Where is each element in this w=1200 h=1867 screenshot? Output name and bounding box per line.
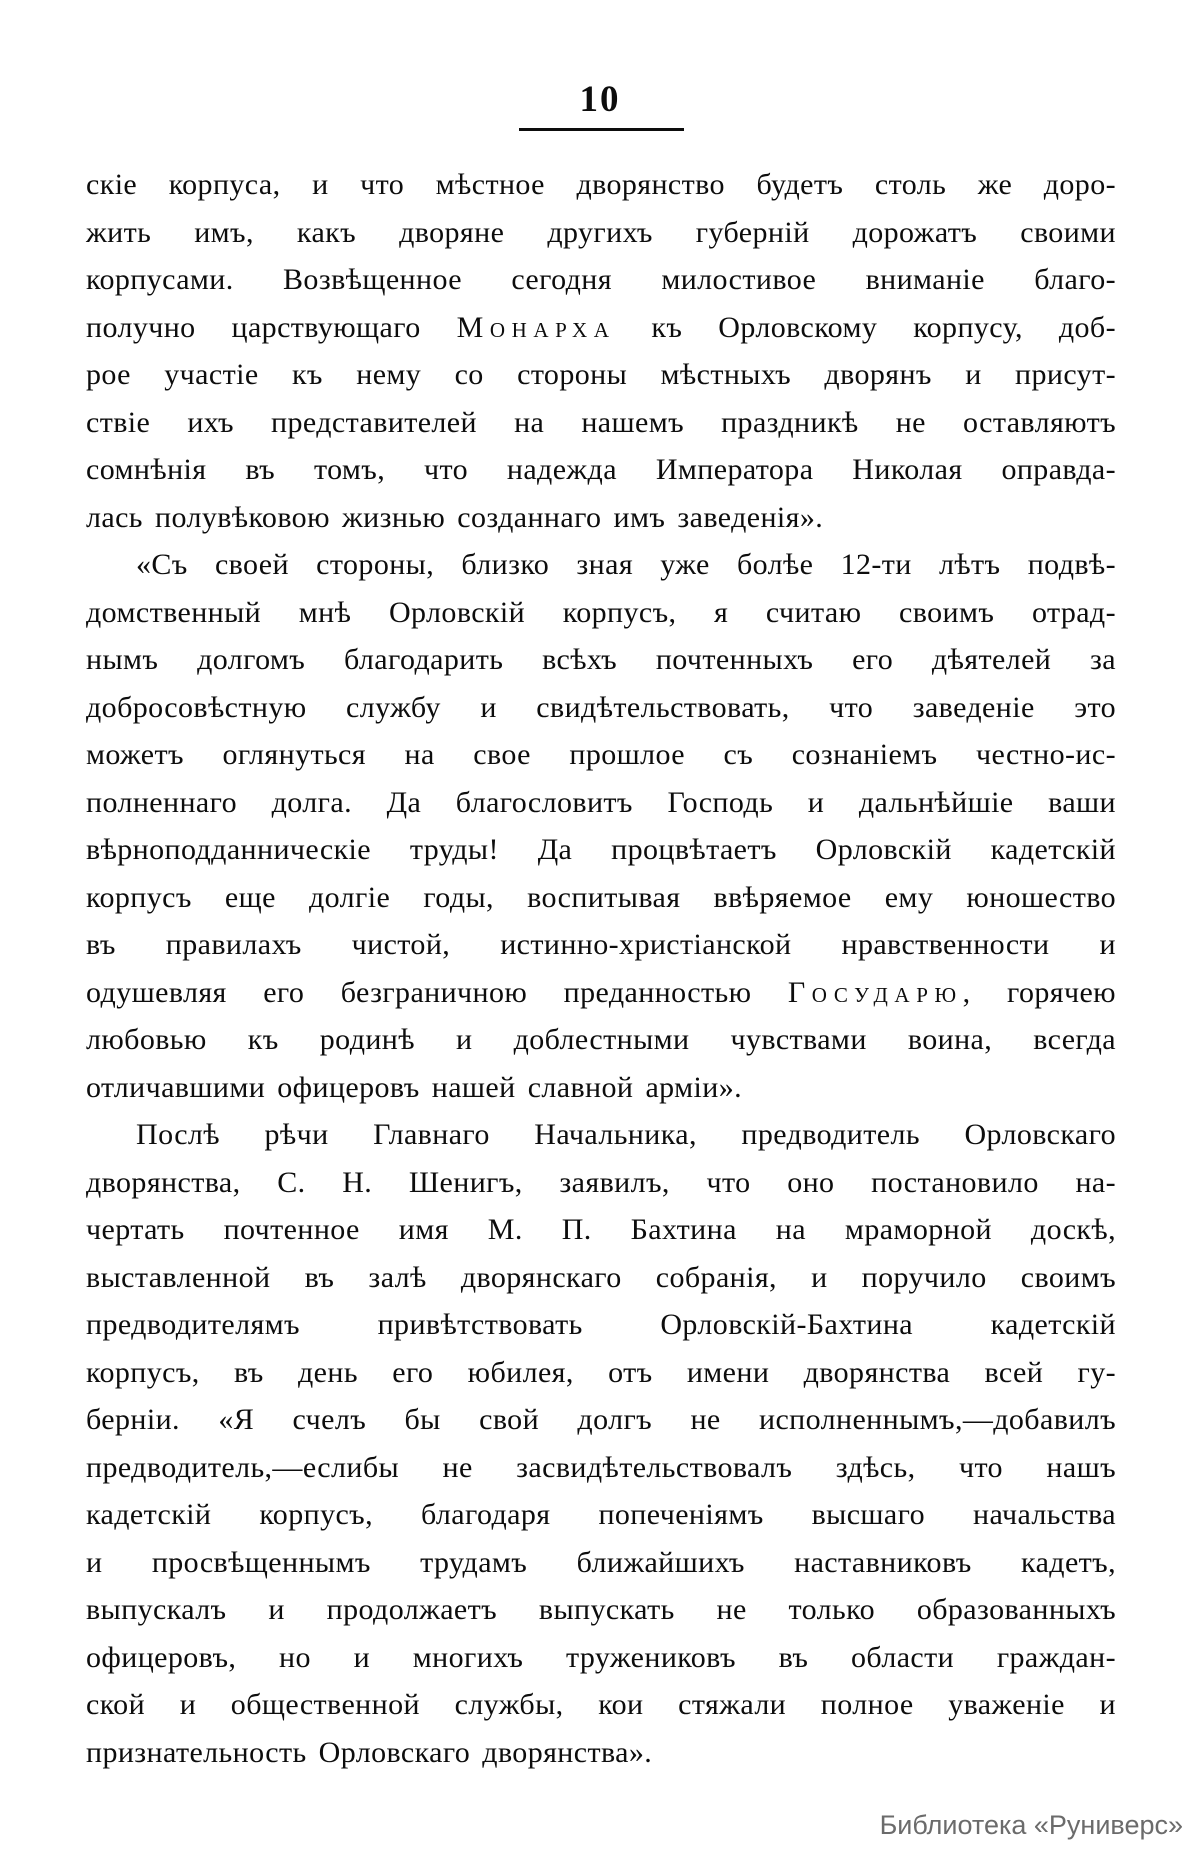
text-line: корпусами. Возвѣщенное сегодня милостивое вниманіе благо- — [86, 263, 1116, 296]
emphasized-word: Монарха — [456, 310, 616, 344]
text-line: лась полувѣковою жизнью созданнаго имъ заведенія». — [86, 500, 824, 534]
text-line: и просвѣщеннымъ трудамъ ближайшихъ наставниковъ кадетъ, — [86, 1545, 1116, 1579]
text-line: рое участіе къ нему со стороны мѣстныхъ дворянъ и присут- — [86, 358, 1116, 391]
text-line: ской и общественной службы, кои стяжали полное уваженіе и — [86, 1688, 1116, 1721]
text-line: въ правилахъ чистой, истинно-христіанской нравственности и — [86, 928, 1116, 961]
text-line: предводителямъ привѣтствовать Орловскій-Бахтина кадетскій — [86, 1308, 1116, 1341]
paragraph — [86, 541, 1116, 1111]
text-line: получно царствующаго Монарха къ Орловскому корпусу, доб- — [86, 310, 1116, 344]
text-line: корпусъ, въ день его юбилея, отъ имени дворянства всей гу- — [86, 1355, 1116, 1389]
text-line: жить имъ, какъ дворяне другихъ губерній дорожатъ своими — [86, 215, 1116, 249]
paragraph — [86, 161, 1116, 541]
text-line: домственный мнѣ Орловскій корпусъ, я считаю своимъ отрад- — [86, 595, 1116, 629]
text-line: нымъ долгомъ благодарить всѣхъ почтенныхъ его дѣятелей за — [86, 643, 1116, 676]
text-line: дворянства, С. Н. Шенигъ, заявилъ, что оно постановило на- — [86, 1165, 1116, 1199]
text-line: Послѣ рѣчи Главнаго Начальника, предводитель Орловскаго — [136, 1118, 1116, 1151]
page-number: 10 — [579, 79, 621, 120]
paragraph — [86, 1111, 1116, 1776]
text-line: кадетскій корпусъ, благодаря попеченіямъ высшаго начальства — [86, 1498, 1116, 1531]
text-line: выпускалъ и продолжаетъ выпускать не только образованныхъ — [86, 1593, 1116, 1626]
text-line: можетъ оглянуться на свое прошлое съ сознаніемъ честно-ис- — [86, 738, 1116, 771]
text-line: добросовѣстную службу и свидѣтельствовать, что заведеніе это — [86, 690, 1116, 724]
text-line: выставленной въ залѣ дворянскаго собранія, и поручило своимъ — [86, 1260, 1116, 1294]
text-line: скіе корпуса, и что мѣстное дворянство будетъ столь же доро- — [86, 168, 1116, 201]
text-column — [86, 161, 1116, 1776]
text-line: «Съ своей стороны, близко зная уже болѣе 12-ти лѣтъ подвѣ- — [136, 548, 1116, 581]
text-line: ствіе ихъ представителей на нашемъ праздникѣ не оставляютъ — [86, 405, 1116, 439]
emphasized-word: Государю — [787, 975, 963, 1009]
library-watermark: Библиотека «Руниверс» — [879, 1810, 1183, 1840]
text-line: отличавшими офицеровъ нашей славной арміи». — [86, 1070, 743, 1104]
text-line: берніи. «Я счелъ бы свой долгъ не исполненнымъ,—добавилъ — [86, 1403, 1116, 1436]
text-line: предводитель,—еслибы не засвидѣтельствовалъ здѣсь, что нашъ — [86, 1450, 1116, 1484]
text-line: чертать почтенное имя М. П. Бахтина на мраморной доскѣ, — [86, 1213, 1116, 1246]
text-line: признательность Орловскаго дворянства». — [86, 1735, 653, 1769]
text-line: полненнаго долга. Да благословитъ Господь и дальнѣйшіе ваши — [86, 785, 1116, 819]
text-line: офицеровъ, но и многихъ тружениковъ въ области граждан- — [86, 1640, 1116, 1674]
text-line: вѣрноподданническіе труды! Да процвѣтаетъ Орловскій кадетскій — [86, 833, 1116, 866]
text-line: любовью къ родинѣ и доблестными чувствами воина, всегда — [86, 1023, 1116, 1056]
text-line: корпусъ еще долгіе годы, воспитывая ввѣряемое ему юношество — [86, 880, 1116, 914]
text-line: одушевляя его безграничною преданностью Государю, горячею — [86, 975, 1116, 1009]
text-line: сомнѣнія въ томъ, что надежда Императора Николая оправда- — [86, 453, 1116, 486]
page-number-rule — [519, 128, 684, 131]
